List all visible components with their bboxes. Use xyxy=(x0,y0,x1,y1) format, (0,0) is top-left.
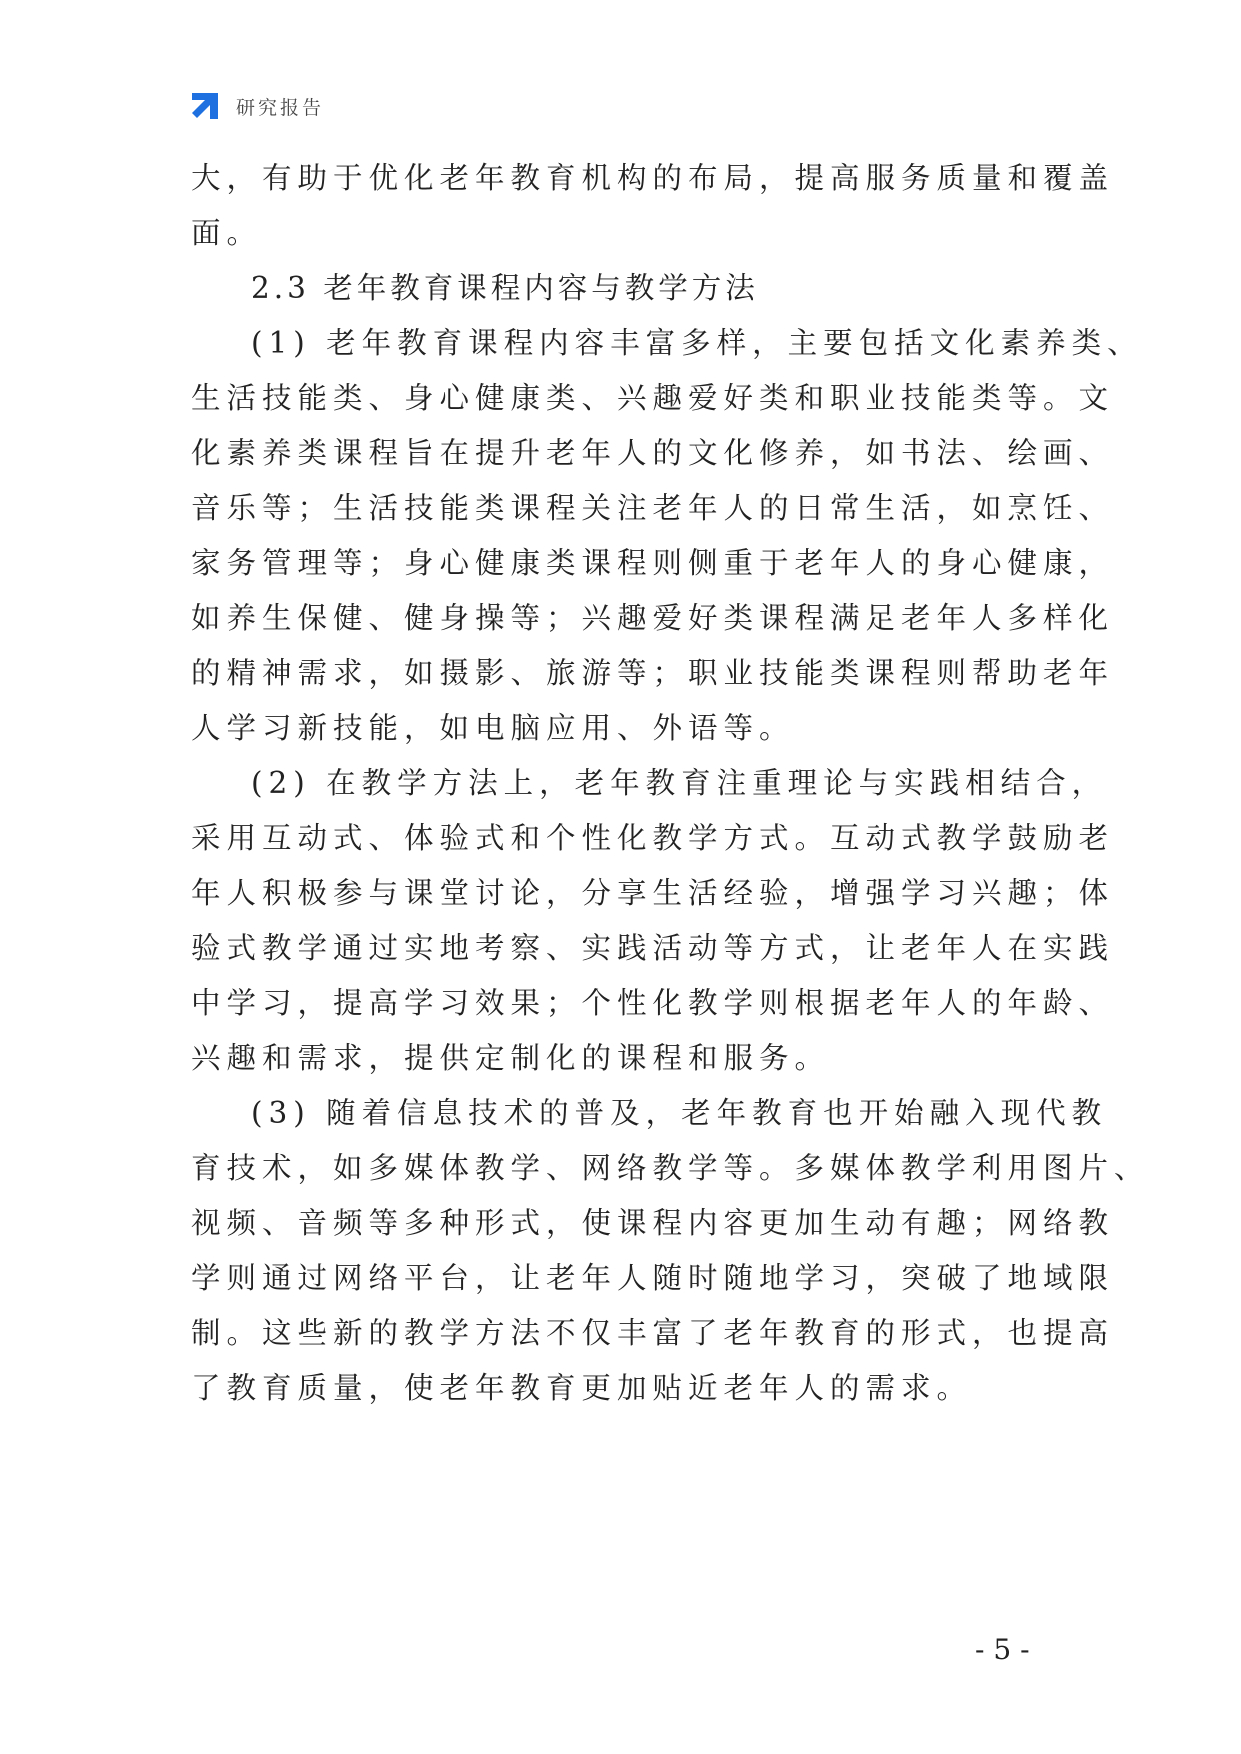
body-line: 育技术，如多媒体教学、网络教学等。多媒体教学利用图片、 xyxy=(191,1151,1150,1185)
paragraph-first-line: (2) 在教学方法上，老年教育注重理论与实践相结合， xyxy=(251,766,1108,800)
paragraph-first-line: (3) 随着信息技术的普及，老年教育也开始融入现代教 xyxy=(251,1096,1108,1130)
page-number: - 5 - xyxy=(975,1633,1030,1666)
paragraph-first-line: (1) 老年教育课程内容丰富多样，主要包括文化素养类、 xyxy=(251,326,1143,360)
body-line: 中学习，提高学习效果；个性化教学则根据老年人的年龄、 xyxy=(191,986,1115,1020)
page-header xyxy=(188,88,324,124)
section-heading: 2.3 老年教育课程内容与教学方法 xyxy=(251,271,759,305)
body-line: 视频、音频等多种形式，使课程内容更加生动有趣；网络教 xyxy=(191,1206,1115,1240)
body-line: 人学习新技能，如电脑应用、外语等。 xyxy=(191,711,795,745)
logo-arrow-icon xyxy=(188,89,222,123)
body-line: 采用互动式、体验式和个性化教学方式。互动式教学鼓励老 xyxy=(191,821,1115,855)
body-line: 面。 xyxy=(191,216,263,250)
body-line: 验式教学通过实地考察、实践活动等方式，让老年人在实践 xyxy=(191,931,1115,965)
body-line: 兴趣和需求，提供定制化的课程和服务。 xyxy=(191,1041,831,1075)
body-line: 年人积极参与课堂讨论，分享生活经验，增强学习兴趣；体 xyxy=(191,876,1115,910)
body-line: 生活技能类、身心健康类、兴趣爱好类和职业技能类等。文 xyxy=(191,381,1115,415)
body-line: 音乐等；生活技能类课程关注老年人的日常生活，如烹饪、 xyxy=(191,491,1115,525)
body-line: 制。这些新的教学方法不仅丰富了老年教育的形式，也提高 xyxy=(191,1316,1115,1350)
body-line: 学则通过网络平台，让老年人随时随地学习，突破了地域限 xyxy=(191,1261,1115,1295)
body-line: 如养生保健、健身操等；兴趣爱好类课程满足老年人多样化 xyxy=(191,601,1115,635)
body-line: 的精神需求，如摄影、旅游等；职业技能类课程则帮助老年 xyxy=(191,656,1115,690)
body-line: 家务管理等；身心健康类课程则侧重于老年人的身心健康， xyxy=(191,546,1115,580)
header-title: 研究报告 xyxy=(236,96,325,119)
body-line: 化素养类课程旨在提升老年人的文化修养，如书法、绘画、 xyxy=(191,436,1115,470)
body-line: 了教育质量，使老年教育更加贴近老年人的需求。 xyxy=(191,1371,973,1405)
body-line: 大，有助于优化老年教育机构的布局，提高服务质量和覆盖 xyxy=(191,161,1115,195)
